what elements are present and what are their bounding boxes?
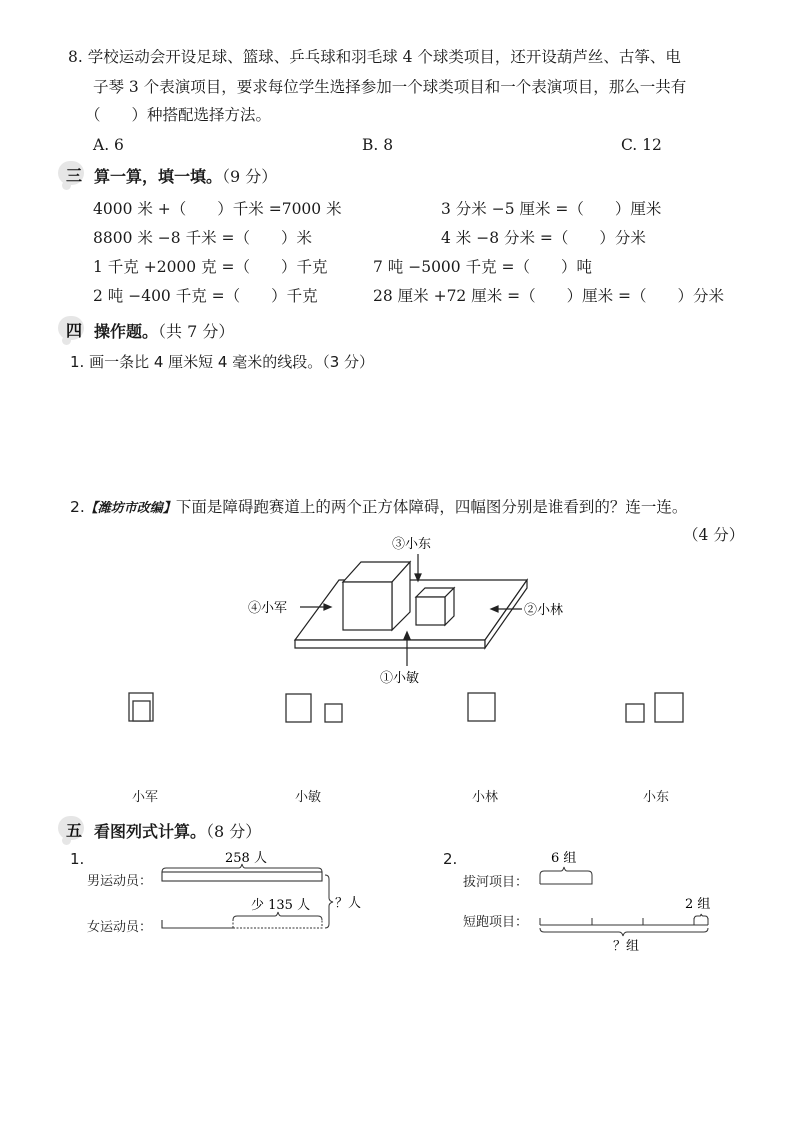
p2-row1-label: 拔河项目： — [463, 875, 529, 890]
s4-q1: 1. 画一条比 4 厘米短 4 毫米的线段。（3 分） — [70, 353, 375, 371]
q8-option-b: B. 8 — [362, 136, 394, 154]
view-name-xiaojun[interactable]: 小军 — [132, 790, 159, 805]
p2-total-brace — [540, 928, 708, 936]
view-name-xiaomin[interactable]: 小敏 — [295, 790, 322, 805]
view-a[interactable] — [129, 693, 153, 721]
s4-q2-number: 2. — [70, 498, 85, 516]
section4-title: 操作题。 — [94, 322, 159, 341]
p1-male-bar — [162, 872, 322, 881]
view-b[interactable] — [286, 694, 342, 722]
p2-row1-value: 6 组 — [551, 851, 577, 866]
section3-points: （9 分） — [222, 167, 278, 186]
q8-option-c: C. 12 — [621, 136, 662, 154]
p2-extra-brace — [694, 914, 708, 925]
p1-row1-value: 258 人 — [225, 851, 267, 866]
q8-line1: 8. 学校运动会开设足球、篮球、乒乓球和羽毛球 4 个球类项目，还开设葫芦丝、古筝、电 — [68, 48, 681, 66]
p2-sprint-ticks — [540, 918, 708, 925]
label-xiaodong: ③小东 — [392, 537, 432, 552]
q8-line2: 子琴 3 个表演项目，要求每位学生选择参加一个球类项目和一个表演项目，那么一共有 — [93, 78, 687, 96]
section3-badge: 三 — [62, 163, 86, 185]
label-xiaolin: ②小林 — [524, 603, 564, 618]
view-c[interactable] — [468, 693, 495, 721]
s3-item-1: 4000 米 +（ ）千米 =7000 米 — [93, 200, 342, 218]
p1-difference-brace — [233, 912, 322, 920]
section4-points: （共 7 分） — [158, 322, 235, 341]
p2-row2-label: 短跑项目： — [463, 915, 529, 930]
p2-number: 2. — [443, 850, 458, 868]
s4-q2-points: （4 分） — [683, 526, 745, 544]
platform — [295, 580, 527, 648]
s3-item-2: 3 分米 −5 厘米 =（ ）厘米 — [441, 200, 662, 218]
small-cube — [416, 588, 454, 625]
p1-row2-value: 少 135 人 — [251, 898, 311, 913]
s3-item-3: 8800 米 −8 千米 =（ ）米 — [93, 229, 312, 247]
label-xiaomin: ①小敏 — [380, 671, 420, 686]
p2-total: ？组 — [613, 939, 640, 954]
s3-item-8: 28 厘米 +72 厘米 =（ ）厘米 =（ ）分米 — [373, 287, 725, 305]
section3-title: 算一算，填一填。 — [94, 167, 223, 186]
section5-heading — [94, 819, 261, 842]
p2-row2-extra: 2 组 — [685, 897, 711, 912]
views-row — [110, 685, 710, 735]
p1-female-bar — [162, 920, 233, 928]
s3-item-5: 1 千克 +2000 克 =（ ）千克 — [93, 258, 328, 276]
s4-q2 — [70, 496, 687, 520]
p1-total: ？人 — [335, 896, 362, 911]
large-cube — [343, 562, 410, 630]
s3-item-4: 4 米 −8 分米 =（ ）分米 — [441, 229, 646, 247]
section4-heading — [94, 319, 234, 342]
p1-top-brace — [162, 864, 322, 872]
s4-q2-text: 下面是障碍跑赛道上的两个正方体障碍，四幅图分别是谁看到的？连一连。 — [175, 498, 688, 516]
p1-diagram — [155, 848, 385, 938]
section5-title: 看图列式计算。 — [94, 822, 207, 841]
section4-badge: 四 — [62, 318, 86, 340]
view-name-xiaolin[interactable]: 小林 — [472, 790, 499, 805]
p2-diagram — [535, 848, 720, 954]
view-name-xiaodong[interactable]: 小东 — [643, 790, 670, 805]
s3-item-7: 2 吨 −400 千克 =（ ）千克 — [93, 287, 318, 305]
p1-number: 1. — [70, 850, 85, 868]
p2-tug-bar — [540, 867, 592, 884]
p1-total-brace — [325, 875, 333, 928]
s3-item-6: 7 吨 −5000 千克 =（ ）吨 — [373, 258, 592, 276]
p1-difference-bar — [233, 920, 322, 928]
view-d[interactable] — [626, 693, 683, 722]
obstacle-course-figure — [240, 530, 580, 690]
p1-row2-label: 女运动员： — [87, 920, 153, 935]
label-xiaojun: ④小军 — [248, 601, 288, 616]
p1-row1-label: 男运动员： — [87, 874, 153, 889]
section3-heading — [94, 164, 277, 187]
s4-q2-source-tag: 【潍坊市改编】 — [84, 501, 176, 516]
q8-line3: （ ）种搭配选择方法。 — [85, 106, 272, 124]
q8-option-a: A. 6 — [93, 136, 124, 154]
section5-points: （8 分） — [206, 822, 262, 841]
section5-badge: 五 — [62, 818, 86, 840]
